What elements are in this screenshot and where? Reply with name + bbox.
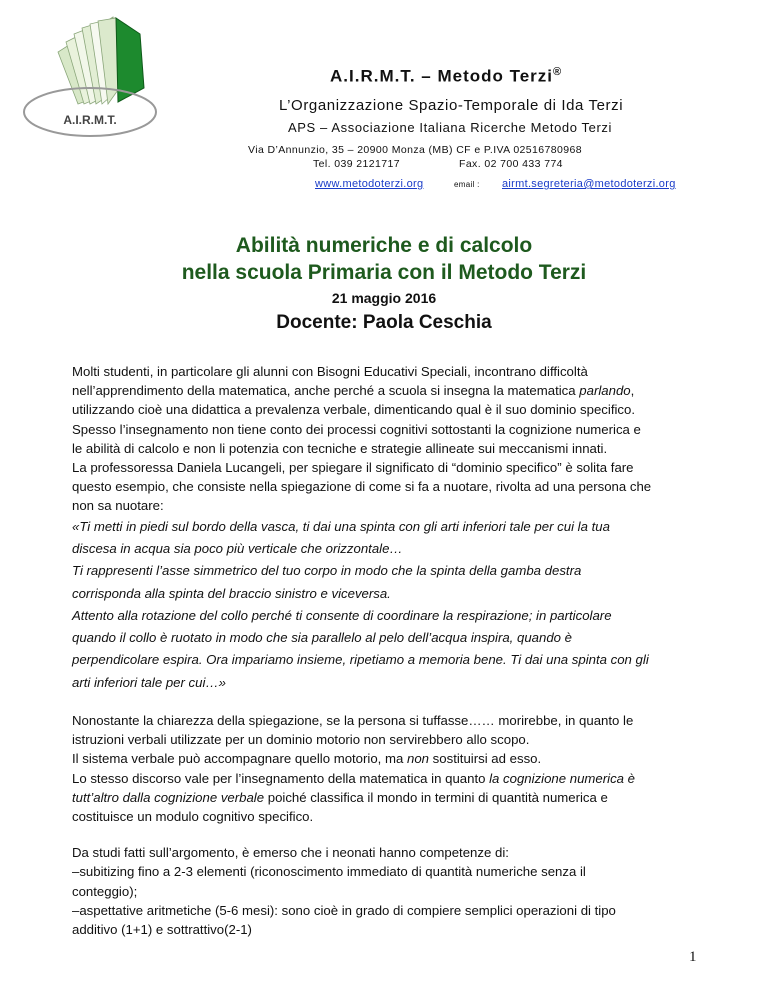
document-title-block [0, 232, 768, 336]
document-date: 21 maggio 2016 [331, 290, 437, 306]
text-line: questo esempio, che consiste nella spiegazione di come si fa a nuotare, rivolta ad una persona che [72, 479, 652, 495]
document-teacher: Docente: Paola Ceschia [276, 312, 492, 333]
text-line: tutt’altro dalla cognizione verbale poiché classifica il mondo in termini di quantità numerica e [72, 789, 608, 805]
text-line: Da studi fatti sull’argomento, è emerso che i neonati hanno competenze di: [72, 845, 509, 861]
text-line: conteggio); [72, 883, 138, 899]
text-line: utilizzando cioè una didattica a prevalenza verbale, dimenticando qual è il suo dominio specifico. [72, 402, 636, 418]
org-association: APS – Associazione Italiana Ricerche Metodo Terzi [288, 120, 612, 135]
quote-block [72, 516, 704, 694]
org-address: Via D’Annunzio, 35 – 20900 Monza (MB) CF e P.IVA 02516780968 [248, 144, 582, 156]
text-line: Lo stesso discorso vale per l’insegnamento della matematica in quanto la cognizione numerica è [72, 770, 635, 786]
quote-line: corrisponda alla spinta del braccio sinistro e viceversa. [72, 585, 391, 601]
quote-line: discesa in acqua sia poco più verticale che orizzontale… [72, 540, 403, 556]
org-phone: Tel. 039 2121717 [313, 158, 400, 170]
org-title: A.I.R.M.T. – Metodo Terzi® [330, 66, 563, 86]
document-title-line-1: Abilità numeriche e di calcolo [235, 234, 533, 257]
text-line: Il sistema verbale può accompagnare quello motorio, ma non sostituirsi ad esso. [72, 751, 542, 767]
quote-line: quando il collo è ruotato in modo che sia parallelo al pelo dell’acqua inspira, quando è [72, 630, 572, 646]
paragraph-studies [72, 843, 704, 939]
text-line: additivo (1+1) e sottrattivo(2-1) [72, 922, 252, 938]
svg-text:A.I.R.M.T.: A.I.R.M.T. [63, 113, 117, 127]
email-link[interactable]: airmt.segreteria@metodoterzi.org [502, 178, 676, 190]
text-line: nell’apprendimento della matematica, anche perché a scuola si insegna la matematica parlando, [72, 383, 635, 399]
airmt-logo [18, 12, 168, 140]
text-line: –aspettative aritmetiche (5-6 mesi): sono cioè in grado di compiere semplici operazioni di tipo [72, 902, 616, 918]
text-line: non sa nuotare: [72, 498, 164, 514]
text-line: Molti studenti, in particolare gli alunni con Bisogni Educativi Speciali, incontrano difficoltà [72, 364, 588, 379]
quote-line: Attento alla rotazione del collo perché ti consente di coordinare la respirazione; in particolare [72, 607, 612, 623]
paragraph-explanation [72, 711, 704, 826]
org-subtitle: L’Organizzazione Spazio-Temporale di Ida Terzi [279, 97, 624, 114]
website-link[interactable]: www.metodoterzi.org [315, 178, 424, 190]
text-line: Nonostante la chiarezza della spiegazione, se la persona si tuffasse…… morirebbe, in quanto le [72, 713, 634, 728]
text-line: Spesso l’insegnamento non tiene conto dei processi cognitivi sottostanti la cognizione numerica e [72, 421, 641, 437]
quote-line: Ti rappresenti l’asse simmetrico del tuo corpo in modo che la spinta della gamba destra [72, 563, 582, 579]
quote-line: perpendicolare espira. Ora impariamo insieme, ripetiamo a memoria bene. Ti dai una spinta con gli [72, 652, 649, 668]
paragraph-intro [72, 362, 704, 516]
book-logo-icon [18, 12, 168, 140]
document-body [72, 362, 704, 939]
quote-line: «Ti metti in piedi sul bordo della vasca, ti dai una spinta con gli arti inferiori tale per cui la tua [72, 518, 610, 534]
text-line: le abilità di calcolo e non li potenzia con tecniche e strategie allineate sui meccanismi innati. [72, 440, 608, 456]
quote-line: arti inferiori tale per cui…» [72, 674, 226, 690]
text-line: La professoressa Daniela Lucangeli, per spiegare il significato di “dominio specifico” è solita fare [72, 460, 634, 476]
document-title-line-2: nella scuola Primaria con il Metodo Terzi [181, 261, 587, 284]
text-line: istruzioni verbali utilizzate per un dominio motorio non servirebbero allo scopo. [72, 732, 530, 748]
page-number: 1 [689, 949, 697, 965]
text-line: –subitizing fino a 2-3 elementi (riconoscimento immediato di quantità numeriche senza il [72, 864, 586, 880]
email-label: email : [454, 180, 480, 189]
org-fax: Fax. 02 700 433 774 [459, 158, 563, 170]
text-line: costituisce un modulo cognitivo specifico. [72, 809, 314, 825]
